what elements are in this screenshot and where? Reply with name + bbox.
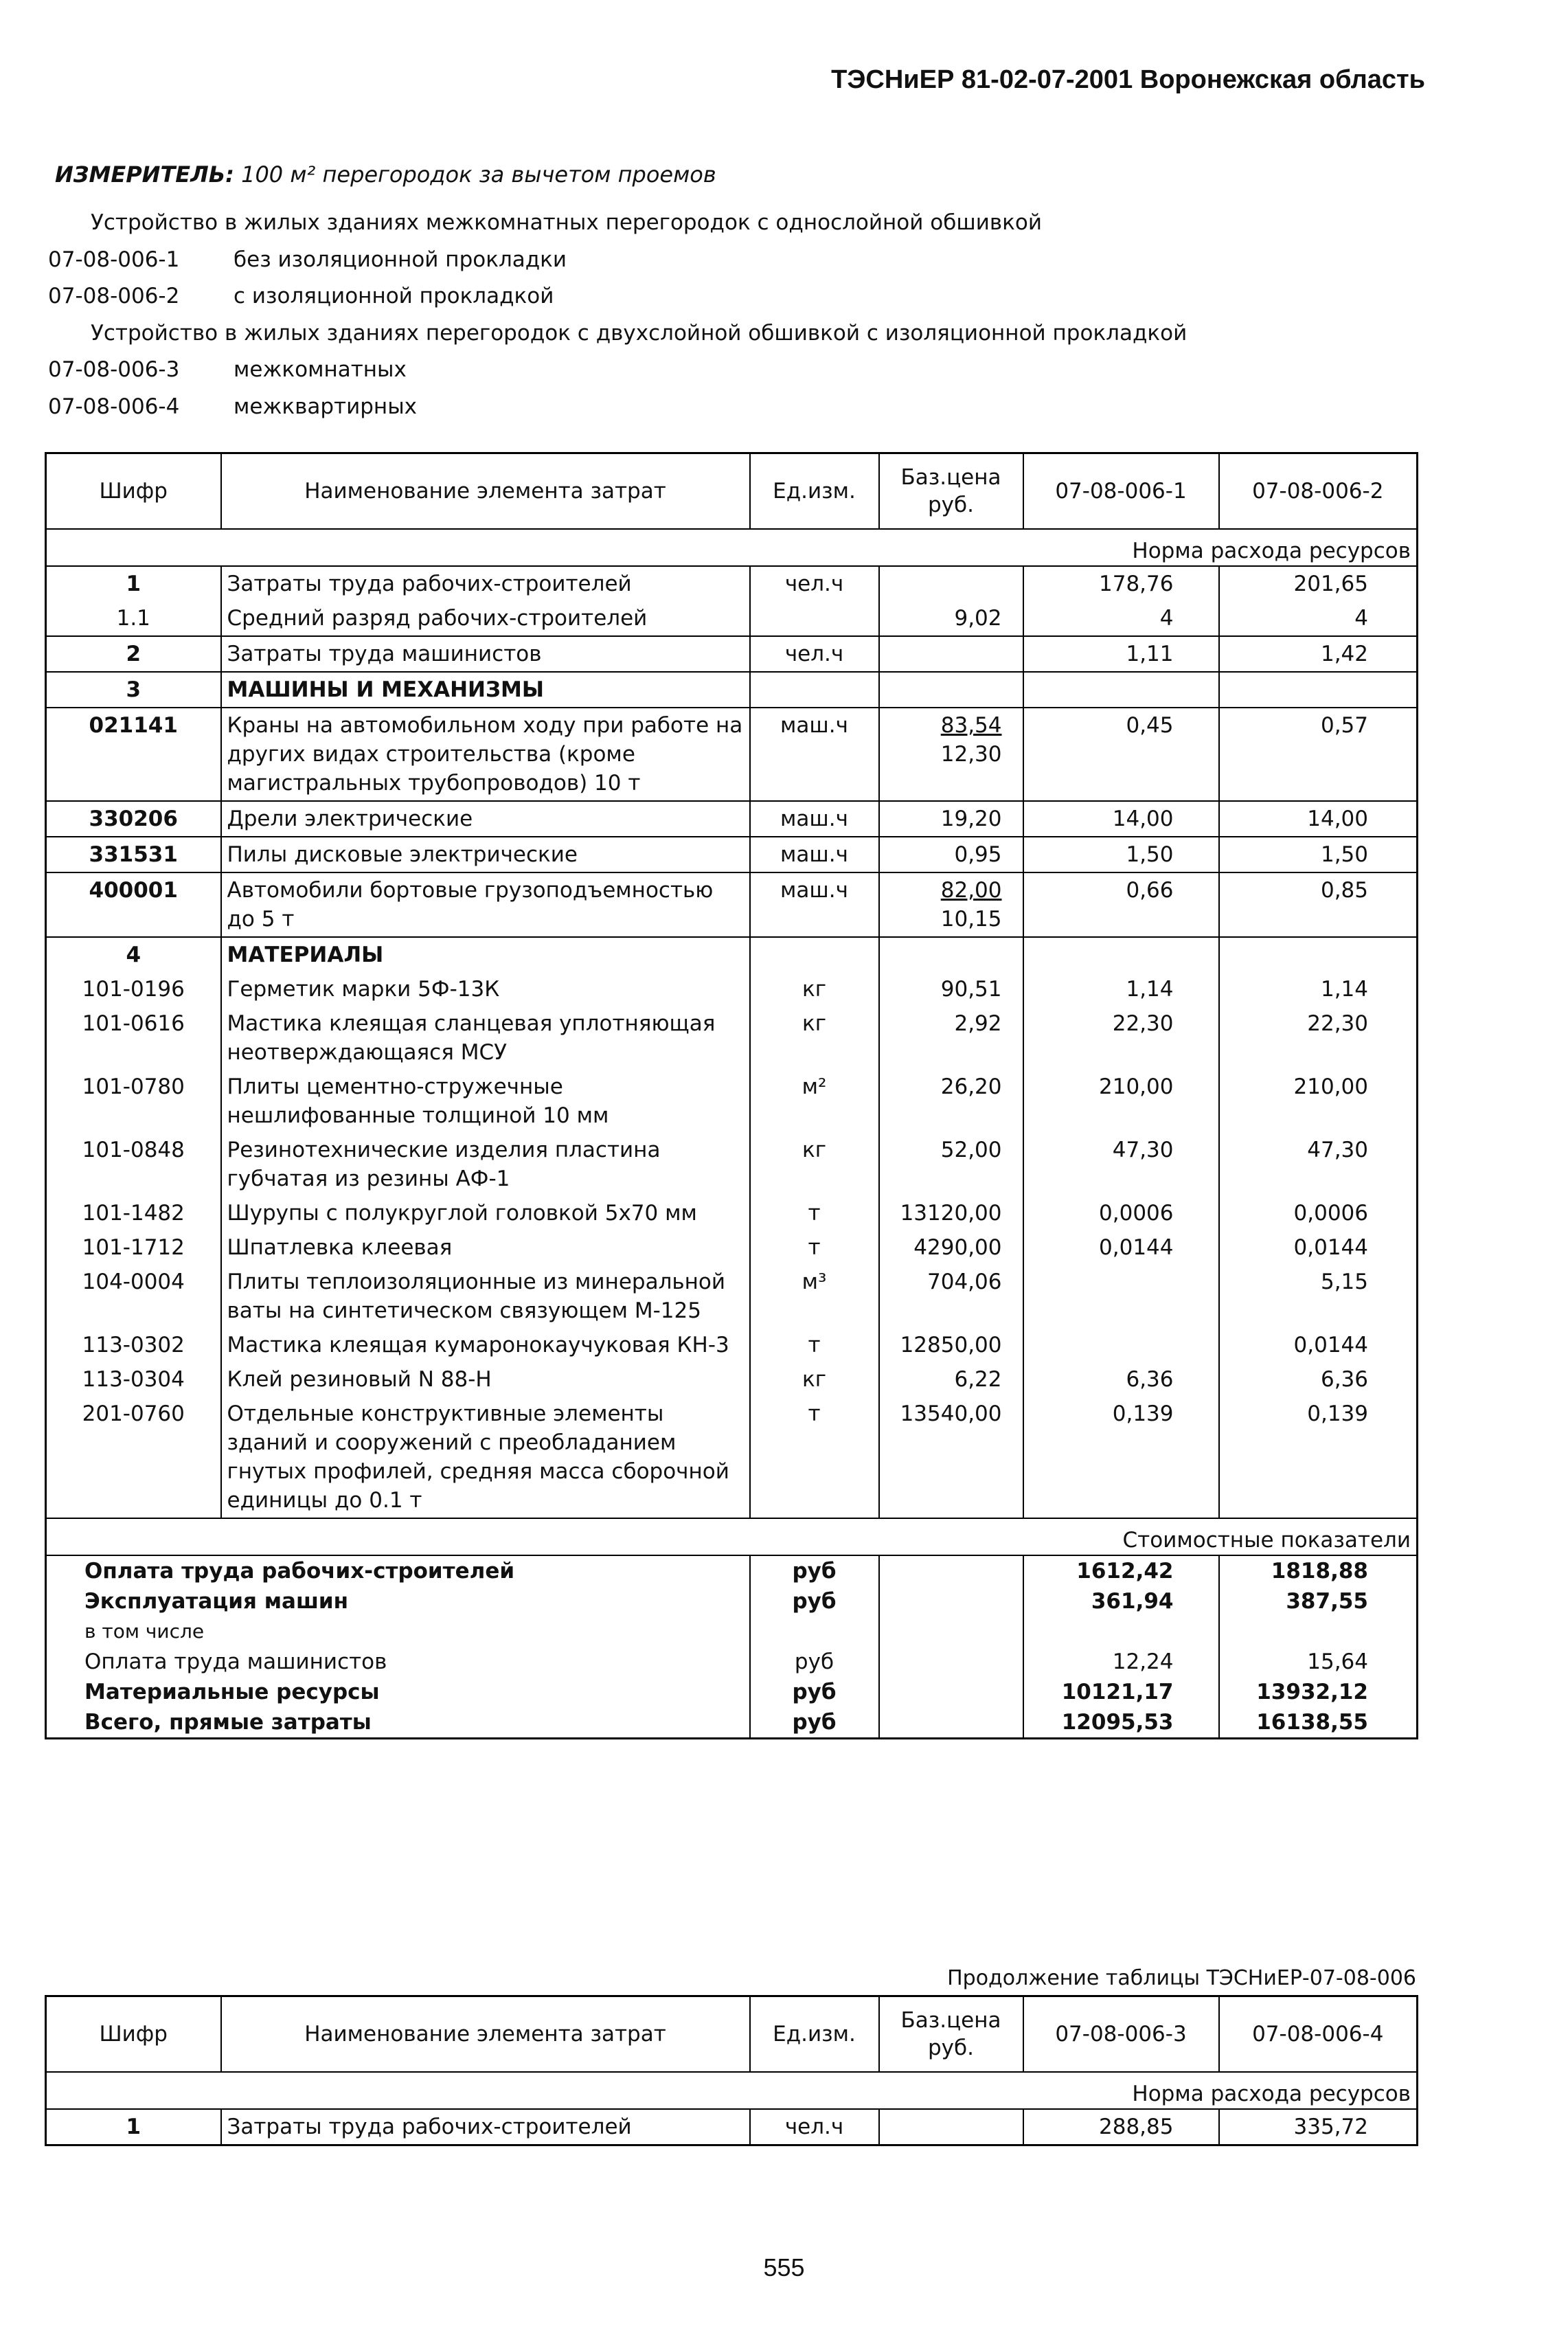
cell-name: Клей резиновый N 88-Н — [221, 1362, 750, 1397]
cell-code: 101-0848 — [82, 1138, 185, 1162]
column-header: 07-08-006-3 — [1023, 1996, 1219, 2073]
cost-row-unit: руб — [750, 1647, 879, 1677]
table-row — [46, 1230, 1418, 1265]
description-code: 07-08-006-4 — [48, 394, 180, 419]
cost-row-value-2: 387,55 — [1219, 1586, 1418, 1616]
column-header: Баз.цена руб. — [879, 453, 1023, 530]
norma-row — [46, 2072, 1418, 2109]
cell-code: 113-0304 — [82, 1367, 185, 1392]
price-value: 0,95 — [954, 842, 1002, 867]
cell-code: 101-1712 — [82, 1235, 185, 1260]
cell-code: 331531 — [46, 837, 221, 872]
price-wage-value: 10,15 — [940, 907, 1002, 932]
cost-row-value-2: 15,64 — [1219, 1647, 1418, 1677]
price-value: 83,54 — [940, 713, 1002, 738]
norma-label: Норма расхода ресурсов — [46, 529, 1418, 566]
description-text: межквартирных — [234, 394, 418, 419]
cell-unit: чел.ч — [750, 2109, 879, 2145]
cost-row-value-2: 16138,55 — [1219, 1707, 1418, 1739]
price-value: 26,20 — [940, 1074, 1002, 1099]
cell-value-2: 0,0144 — [1219, 1328, 1418, 1362]
cost-row-unit: руб — [750, 1555, 879, 1586]
price-value: 12850,00 — [900, 1333, 1002, 1357]
cost-row-value-1: 12,24 — [1023, 1647, 1219, 1677]
cell-code: 113-0302 — [82, 1333, 185, 1357]
cell-price — [879, 1397, 1023, 1518]
cell-unit: маш.ч — [750, 837, 879, 872]
cost-row — [46, 1555, 1418, 1586]
cell-value-2: 22,30 — [1219, 1006, 1418, 1070]
table-row — [46, 1006, 1418, 1070]
cost-label: Стоимостные показатели — [46, 1518, 1418, 1555]
cell-code: 400001 — [46, 872, 221, 937]
cell-name: Шпатлевка клеевая — [221, 1230, 750, 1265]
price-value: 19,20 — [940, 807, 1002, 831]
cell-value-1: 0,66 — [1023, 872, 1219, 937]
price-value: 82,00 — [940, 878, 1002, 903]
cell-name: Затраты труда рабочих-строителей — [221, 566, 750, 601]
cell-value-2: 4 — [1219, 601, 1418, 636]
cost-row-value-2 — [1219, 1616, 1418, 1647]
cell-code: 101-1482 — [82, 1201, 185, 1226]
cell-name: Резинотехнические изделия пластина губчатая из резины АФ-1 — [221, 1133, 750, 1196]
column-header: 07-08-006-2 — [1219, 453, 1418, 530]
cell-value-1: 4 — [1023, 601, 1219, 636]
table-row — [46, 636, 1418, 672]
cell-price — [879, 672, 1023, 708]
price-value: 2,92 — [954, 1011, 1002, 1036]
cell-unit: маш.ч — [750, 801, 879, 837]
cell-name: Отдельные конструктивные элементы зданий и сооружений с преобладанием гнутых профилей, средняя масса сборочной единицы до 0.1 т — [221, 1397, 750, 1518]
cell-unit: м³ — [750, 1265, 879, 1328]
cell-unit: чел.ч — [750, 636, 879, 672]
cell-name: Шурупы с полукруглой головкой 5х70 мм — [221, 1196, 750, 1230]
cost-row-empty — [879, 1677, 1023, 1707]
cell-code: 104-0004 — [82, 1270, 185, 1294]
cell-unit: т — [750, 1196, 879, 1230]
cell-value-2: 1,50 — [1219, 837, 1418, 872]
cell-value-2: 0,57 — [1219, 708, 1418, 801]
table-row — [46, 1328, 1418, 1362]
page-number: 555 — [763, 2253, 805, 2281]
cell-unit: маш.ч — [750, 872, 879, 937]
cell-unit — [750, 672, 879, 708]
price-value: 90,51 — [940, 977, 1002, 1002]
cell-unit: кг — [750, 972, 879, 1006]
price-value: 13540,00 — [900, 1401, 1002, 1426]
table-row — [46, 1070, 1418, 1133]
cell-unit: кг — [750, 1006, 879, 1070]
continuation-table — [45, 1995, 1418, 2146]
cell-code: 1.1 — [116, 606, 150, 631]
izmeritel — [55, 161, 716, 188]
page-header-title: ТЭСНиЕР 81-02-07-2001 Воронежская область — [831, 65, 1425, 94]
cost-row-value-1: 361,94 — [1023, 1586, 1219, 1616]
price-value: 704,06 — [927, 1270, 1002, 1294]
cost-row-label: Оплата труда машинистов — [84, 1649, 387, 1674]
cost-row-unit: руб — [750, 1586, 879, 1616]
cell-name: МАТЕРИАЛЫ — [221, 937, 750, 972]
price-value: 13120,00 — [900, 1201, 1002, 1226]
cell-code: 1 — [126, 2115, 141, 2139]
cell-price — [879, 1133, 1023, 1196]
table-row — [46, 801, 1418, 837]
cell-price — [879, 1196, 1023, 1230]
price-value: 52,00 — [940, 1138, 1002, 1162]
cost-row-empty — [879, 1707, 1023, 1739]
cell-unit — [750, 937, 879, 972]
cost-row-value-1 — [1023, 1616, 1219, 1647]
work-description-list — [48, 205, 1422, 425]
cell-value-1: 47,30 — [1023, 1133, 1219, 1196]
cost-row — [46, 1616, 1418, 1647]
cell-price — [879, 1362, 1023, 1397]
cell-value-1: 6,36 — [1023, 1362, 1219, 1397]
cell-value-1 — [1023, 937, 1219, 972]
cell-code: 101-0616 — [82, 1011, 185, 1036]
table-row — [46, 2109, 1418, 2145]
description-line — [48, 315, 1422, 352]
cost-row-value-2: 13932,12 — [1219, 1677, 1418, 1707]
cell-value-1: 178,76 — [1023, 566, 1219, 601]
cell-value-1: 210,00 — [1023, 1070, 1219, 1133]
table-row — [46, 601, 1418, 636]
table-row — [46, 872, 1418, 937]
cost-row-value-2: 1818,88 — [1219, 1555, 1418, 1586]
cell-value-2: 0,0144 — [1219, 1230, 1418, 1265]
cell-value-1: 14,00 — [1023, 801, 1219, 837]
description-heading: Устройство в жилых зданиях перегородок с двухслойной обшивкой с изоляционной прокладкой — [91, 320, 1188, 346]
description-line — [48, 352, 1422, 389]
cell-code: 101-0196 — [82, 977, 185, 1002]
cell-value-2: 1,42 — [1219, 636, 1418, 672]
continuation-label: Продолжение таблицы ТЭСНиЕР-07-08-006 — [947, 1966, 1416, 1990]
cell-value-1 — [1023, 1328, 1219, 1362]
cell-unit: т — [750, 1397, 879, 1518]
table-header-row — [46, 453, 1418, 530]
cell-price — [879, 636, 1023, 672]
description-code: 07-08-006-3 — [48, 357, 180, 382]
cell-code: 201-0760 — [82, 1401, 185, 1426]
column-header: Наименование элемента затрат — [221, 453, 750, 530]
price-wage-value: 12,30 — [940, 742, 1002, 767]
column-header: 07-08-006-4 — [1219, 1996, 1418, 2073]
cell-value-1: 1,11 — [1023, 636, 1219, 672]
table-row — [46, 937, 1418, 972]
cost-row-empty — [879, 1647, 1023, 1677]
cell-code: 101-0780 — [82, 1074, 185, 1099]
price-value: 9,02 — [954, 606, 1002, 631]
cell-name: Дрели электрические — [221, 801, 750, 837]
cell-value-2: 47,30 — [1219, 1133, 1418, 1196]
cell-price — [879, 1006, 1023, 1070]
price-value: 6,22 — [954, 1367, 1002, 1392]
izmeritel-value: 100 м² перегородок за вычетом проемов — [241, 161, 716, 188]
cell-code: 3 — [46, 672, 221, 708]
cell-price — [879, 1230, 1023, 1265]
norma-label: Норма расхода ресурсов — [46, 2072, 1418, 2109]
cell-name: Автомобили бортовые грузоподъемностью до 5 т — [221, 872, 750, 937]
price-value: 4290,00 — [913, 1235, 1002, 1260]
cell-value-2: 6,36 — [1219, 1362, 1418, 1397]
cell-name: Мастика клеящая сланцевая уплотняющая неотверждающаяся МСУ — [221, 1006, 750, 1070]
cell-name: Плиты цементно-стружечные нешлифованные толщиной 10 мм — [221, 1070, 750, 1133]
description-text: с изоляционной прокладкой — [234, 284, 554, 308]
cell-value-2 — [1219, 937, 1418, 972]
cost-row — [46, 1677, 1418, 1707]
cell-code: 021141 — [46, 708, 221, 801]
table-row — [46, 837, 1418, 872]
cell-unit: т — [750, 1230, 879, 1265]
cell-price — [879, 1328, 1023, 1362]
description-text: без изоляционной прокладки — [234, 247, 567, 272]
table-row — [46, 1397, 1418, 1518]
cell-value-2: 0,85 — [1219, 872, 1418, 937]
cost-row-label: Оплата труда рабочих-строителей — [84, 1559, 515, 1584]
cell-value-2: 14,00 — [1219, 801, 1418, 837]
cell-unit: т — [750, 1328, 879, 1362]
cell-name: Краны на автомобильном ходу при работе на других видах строительства (кроме магистральных трубопроводов) 10 т — [221, 708, 750, 801]
cell-price — [879, 2109, 1023, 2145]
cell-unit — [750, 601, 879, 636]
cell-name: Мастика клеящая кумаронокаучуковая КН-3 — [221, 1328, 750, 1362]
cost-header-row — [46, 1518, 1418, 1555]
column-header: Ед.изм. — [750, 1996, 879, 2073]
cost-row — [46, 1647, 1418, 1677]
cell-name: Затраты труда рабочих-строителей — [221, 2109, 750, 2145]
cell-unit: м² — [750, 1070, 879, 1133]
cost-row-label: Эксплуатация машин — [84, 1589, 349, 1614]
cost-row — [46, 1586, 1418, 1616]
description-code: 07-08-006-1 — [48, 247, 180, 272]
cell-name: Герметик марки 5Ф-13К — [221, 972, 750, 1006]
izmeritel-label: ИЗМЕРИТЕЛЬ: — [55, 161, 234, 188]
cell-name: Плиты теплоизоляционные из минеральной ваты на синтетическом связующем М-125 — [221, 1265, 750, 1328]
cost-row-empty — [879, 1616, 1023, 1647]
cell-price — [879, 566, 1023, 601]
cell-price — [879, 801, 1023, 837]
cell-value-1: 1,14 — [1023, 972, 1219, 1006]
cell-value-2: 0,0006 — [1219, 1196, 1418, 1230]
resource-table — [45, 452, 1418, 1739]
cell-value-1 — [1023, 672, 1219, 708]
cell-value-1: 0,0144 — [1023, 1230, 1219, 1265]
cell-unit: маш.ч — [750, 708, 879, 801]
cell-price — [879, 872, 1023, 937]
cell-price — [879, 937, 1023, 972]
table-header-row — [46, 1996, 1418, 2073]
cell-code: 1 — [126, 572, 141, 596]
table-row — [46, 708, 1418, 801]
cell-code: 4 — [46, 937, 221, 972]
cost-row-value-1: 12095,53 — [1023, 1707, 1219, 1739]
cell-unit: кг — [750, 1133, 879, 1196]
cost-row-label: Всего, прямые затраты — [84, 1710, 372, 1735]
cell-name: Затраты труда машинистов — [221, 636, 750, 672]
cell-unit: чел.ч — [750, 566, 879, 601]
column-header: Баз.цена руб. — [879, 1996, 1023, 2073]
cell-value-2: 5,15 — [1219, 1265, 1418, 1328]
cell-unit: кг — [750, 1362, 879, 1397]
cost-row-unit: руб — [750, 1707, 879, 1739]
cell-name: МАШИНЫ И МЕХАНИЗМЫ — [221, 672, 750, 708]
norma-row — [46, 529, 1418, 566]
cell-value-2: 335,72 — [1219, 2109, 1418, 2145]
cost-row-empty — [879, 1555, 1023, 1586]
cost-row-label: Материальные ресурсы — [84, 1680, 380, 1704]
cell-value-1: 0,0006 — [1023, 1196, 1219, 1230]
cell-value-1: 0,45 — [1023, 708, 1219, 801]
cost-row — [46, 1707, 1418, 1739]
cell-value-2: 0,139 — [1219, 1397, 1418, 1518]
cost-row-unit — [750, 1616, 879, 1647]
cell-value-2: 201,65 — [1219, 566, 1418, 601]
cell-value-2 — [1219, 672, 1418, 708]
table-row — [46, 566, 1418, 601]
cell-value-1: 0,139 — [1023, 1397, 1219, 1518]
cost-row-unit: руб — [750, 1677, 879, 1707]
cell-price — [879, 708, 1023, 801]
description-line — [48, 389, 1422, 426]
description-code: 07-08-006-2 — [48, 284, 180, 308]
cell-value-1: 288,85 — [1023, 2109, 1219, 2145]
cell-name: Пилы дисковые электрические — [221, 837, 750, 872]
column-header: 07-08-006-1 — [1023, 453, 1219, 530]
table-row — [46, 1196, 1418, 1230]
cell-value-2: 1,14 — [1219, 972, 1418, 1006]
table-row — [46, 1265, 1418, 1328]
table-row — [46, 1133, 1418, 1196]
description-line — [48, 205, 1422, 242]
cell-value-2: 210,00 — [1219, 1070, 1418, 1133]
cost-row-value-1: 10121,17 — [1023, 1677, 1219, 1707]
cell-value-1: 22,30 — [1023, 1006, 1219, 1070]
description-text: межкомнатных — [234, 357, 407, 382]
cell-code: 330206 — [46, 801, 221, 837]
cell-name: Средний разряд рабочих-строителей — [221, 601, 750, 636]
cell-price — [879, 972, 1023, 1006]
description-line — [48, 242, 1422, 279]
column-header: Шифр — [46, 1996, 221, 2073]
cost-row-value-1: 1612,42 — [1023, 1555, 1219, 1586]
column-header: Наименование элемента затрат — [221, 1996, 750, 2073]
cell-value-1 — [1023, 1265, 1219, 1328]
table-row — [46, 1362, 1418, 1397]
cell-price — [879, 837, 1023, 872]
cell-price — [879, 1265, 1023, 1328]
description-line — [48, 278, 1422, 315]
cell-price — [879, 601, 1023, 636]
column-header: Шифр — [46, 453, 221, 530]
table-row — [46, 672, 1418, 708]
description-heading: Устройство в жилых зданиях межкомнатных перегородок с однослойной обшивкой — [91, 210, 1042, 235]
cost-row-label: в том числе — [84, 1620, 205, 1643]
cost-row-empty — [879, 1586, 1023, 1616]
table-row — [46, 972, 1418, 1006]
column-header: Ед.изм. — [750, 453, 879, 530]
cell-code: 2 — [46, 636, 221, 672]
cell-price — [879, 1070, 1023, 1133]
cell-value-1: 1,50 — [1023, 837, 1219, 872]
